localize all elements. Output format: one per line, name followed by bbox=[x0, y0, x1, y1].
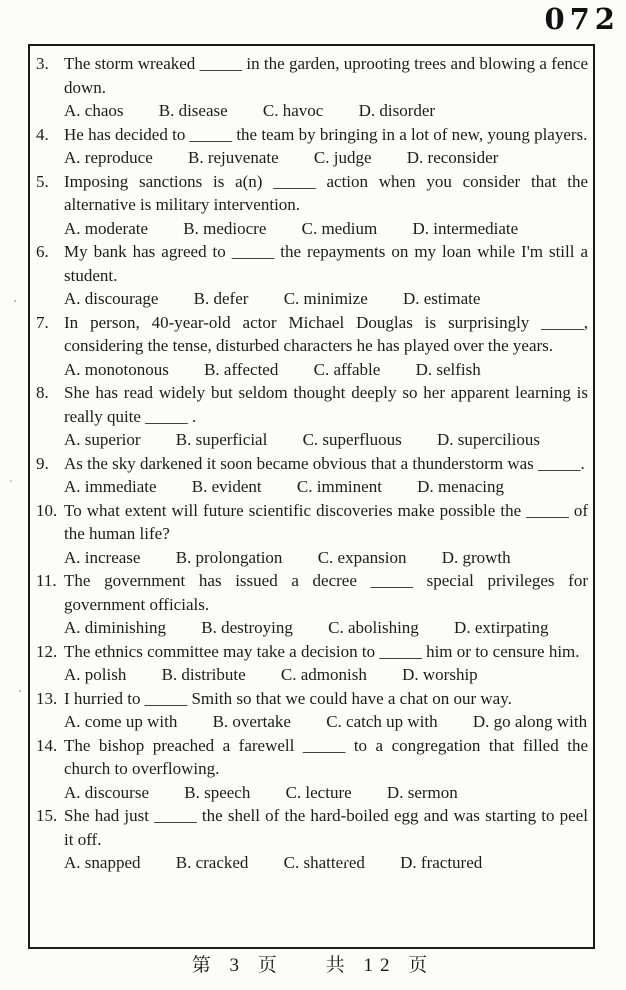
option-a: A. snapped bbox=[64, 853, 141, 872]
option-c: C. medium bbox=[301, 218, 378, 238]
question-text: He has decided to _____ the team by bringing in a lot of new, young players. bbox=[64, 124, 588, 144]
question-item bbox=[36, 499, 588, 570]
footer-current-page: 第 3 页 bbox=[191, 955, 284, 976]
question-number: 5. bbox=[36, 171, 49, 191]
option-b: B. overtake bbox=[212, 712, 291, 731]
option-a: A. chaos bbox=[64, 101, 124, 120]
option-d: D. growth bbox=[441, 547, 511, 567]
option-b: B. evident bbox=[191, 477, 262, 496]
question-body bbox=[64, 170, 588, 241]
option-a: A. diminishing bbox=[64, 618, 167, 637]
option-a: A. discourse bbox=[64, 782, 149, 802]
question-item bbox=[36, 170, 588, 241]
question-number: 8. bbox=[36, 383, 49, 402]
option-b: B. distribute bbox=[161, 665, 246, 684]
option-b: B. superficial bbox=[175, 430, 268, 449]
question-number: 15. bbox=[36, 806, 58, 825]
option-b: B. speech bbox=[184, 782, 251, 802]
option-c: C. superfluous bbox=[302, 430, 402, 449]
question-text: To what extent will future scientific discoveries make possible the _____ of the human life? bbox=[64, 500, 588, 543]
question-options bbox=[64, 851, 588, 875]
option-a: A. monotonous bbox=[64, 359, 169, 379]
option-c: C. lecture bbox=[285, 782, 352, 802]
question-body bbox=[64, 381, 588, 452]
question-options bbox=[64, 146, 588, 170]
question-item bbox=[36, 734, 588, 805]
question-text: Imposing sanctions is a(n) _____ action when you consider that the alternative is military intervention. bbox=[64, 171, 588, 214]
question-number: 14. bbox=[36, 735, 58, 755]
option-b: B. destroying bbox=[201, 618, 293, 637]
question-options bbox=[64, 428, 588, 452]
question-body bbox=[64, 123, 588, 170]
question-body bbox=[64, 52, 588, 123]
question-options bbox=[64, 99, 588, 123]
question-options bbox=[64, 475, 588, 499]
option-c: C. affable bbox=[313, 359, 381, 379]
question-item bbox=[36, 311, 588, 382]
option-c: C. shattered bbox=[283, 853, 365, 872]
option-b: B. prolongation bbox=[175, 547, 283, 567]
option-b: B. affected bbox=[204, 359, 279, 379]
question-options bbox=[64, 616, 588, 640]
option-d: D. menacing bbox=[417, 477, 505, 496]
option-d: D. supercilious bbox=[437, 430, 540, 449]
question-item bbox=[36, 123, 588, 170]
question-body bbox=[64, 311, 588, 382]
question-number: 9. bbox=[36, 453, 49, 473]
option-d: D. selfish bbox=[415, 359, 481, 379]
question-options bbox=[64, 781, 588, 805]
question-text: She had just _____ the shell of the hard-boiled egg and was starting to peel it off. bbox=[64, 806, 588, 849]
question-number: 10. bbox=[36, 500, 58, 520]
option-a: A. immediate bbox=[64, 477, 157, 496]
question-text: The storm wreaked _____ in the garden, uprooting trees and blowing a fence down. bbox=[64, 54, 588, 97]
option-c: C. abolishing bbox=[328, 618, 419, 637]
question-options bbox=[64, 546, 588, 570]
option-d: D. disorder bbox=[358, 101, 436, 120]
page-footer bbox=[0, 950, 626, 977]
question-text: My bank has agreed to _____ the repayments on my loan while I'm still a student. bbox=[64, 242, 588, 285]
question-body bbox=[64, 499, 588, 570]
option-c: C. expansion bbox=[317, 547, 407, 567]
question-text: In person, 40-year-old actor Michael Douglas is surprisingly _____, considering the tense, disturbed characters he has played over the years. bbox=[64, 312, 588, 355]
question-number: 4. bbox=[36, 124, 49, 144]
option-c: C. judge bbox=[313, 148, 372, 167]
question-item bbox=[36, 640, 588, 687]
option-b: B. cracked bbox=[175, 853, 249, 872]
question-box bbox=[28, 44, 595, 949]
question-body bbox=[64, 687, 588, 734]
option-b: B. disease bbox=[158, 101, 228, 120]
option-a: A. reproduce bbox=[64, 148, 153, 167]
question-item bbox=[36, 452, 588, 499]
option-a: A. superior bbox=[64, 430, 141, 449]
option-d: D. intermediate bbox=[412, 218, 519, 238]
question-body bbox=[64, 452, 588, 499]
question-number: 6. bbox=[36, 242, 49, 261]
option-a: A. polish bbox=[64, 665, 127, 684]
question-text: The bishop preached a farewell _____ to a congregation that filled the church to overflowing. bbox=[64, 735, 588, 778]
question-text: The government has issued a decree _____ special privileges for government officials. bbox=[64, 571, 588, 614]
footer-total-pages: 共 12 页 bbox=[325, 955, 435, 976]
question-number: 12. bbox=[36, 641, 58, 661]
option-a: A. increase bbox=[64, 547, 141, 567]
question-body bbox=[64, 640, 588, 687]
question-text: She has read widely but seldom thought deeply so her apparent learning is really quite _____ . bbox=[64, 383, 588, 426]
option-d: D. extirpating bbox=[454, 618, 549, 637]
option-a: A. moderate bbox=[64, 218, 149, 238]
option-d: D. sermon bbox=[386, 782, 458, 802]
option-c: C. admonish bbox=[280, 665, 367, 684]
option-d: D. reconsider bbox=[406, 148, 499, 167]
option-b: B. defer bbox=[193, 289, 249, 308]
question-options bbox=[64, 710, 588, 734]
option-c: C. imminent bbox=[296, 477, 382, 496]
question-body bbox=[64, 240, 588, 311]
question-item bbox=[36, 804, 588, 875]
question-list bbox=[36, 52, 588, 875]
question-number: 3. bbox=[36, 54, 49, 73]
option-d: D. worship bbox=[402, 665, 478, 684]
option-b: B. mediocre bbox=[183, 218, 267, 238]
question-text: The ethnics committee may take a decision to _____ him or to censure him. bbox=[64, 641, 580, 661]
question-body bbox=[64, 804, 588, 875]
question-text: I hurried to _____ Smith so that we could have a chat on our way. bbox=[64, 688, 512, 708]
option-c: C. minimize bbox=[283, 289, 368, 308]
option-d: D. fractured bbox=[400, 853, 483, 872]
question-item bbox=[36, 687, 588, 734]
page-stamp-number: 072 bbox=[544, 2, 620, 36]
question-text: As the sky darkened it soon became obvious that a thunderstorm was _____. bbox=[64, 453, 585, 473]
question-item bbox=[36, 381, 588, 452]
question-options bbox=[64, 217, 588, 241]
option-c: C. havoc bbox=[262, 101, 324, 120]
question-number: 13. bbox=[36, 688, 58, 708]
question-number: 11. bbox=[36, 571, 57, 590]
option-c: C. catch up with bbox=[326, 712, 438, 731]
question-options bbox=[64, 663, 588, 687]
question-options bbox=[64, 287, 588, 311]
question-item bbox=[36, 240, 588, 311]
option-d: D. go along with bbox=[472, 712, 588, 731]
question-item bbox=[36, 52, 588, 123]
question-options bbox=[64, 358, 588, 382]
option-b: B. rejuvenate bbox=[188, 148, 279, 167]
option-a: A. discourage bbox=[64, 289, 159, 308]
option-d: D. estimate bbox=[402, 289, 481, 308]
question-body bbox=[64, 734, 588, 805]
option-a: A. come up with bbox=[64, 712, 178, 731]
question-number: 7. bbox=[36, 312, 49, 332]
question-item bbox=[36, 569, 588, 640]
question-body bbox=[64, 569, 588, 640]
